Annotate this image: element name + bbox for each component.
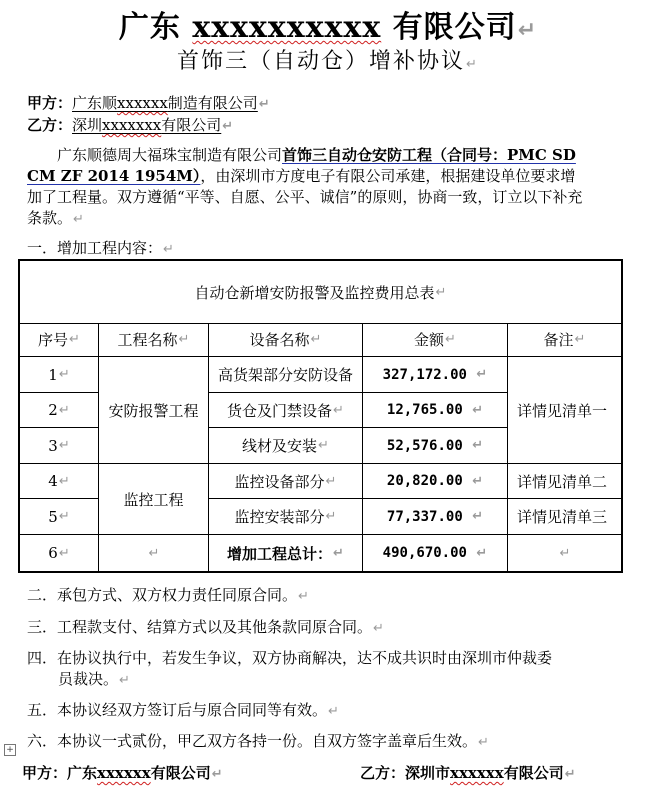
title-prefix: 广东 [118, 10, 181, 45]
row-6-total-amount [363, 535, 508, 571]
party-a-name [72, 94, 258, 112]
paragraph-mark: ↵ [178, 332, 190, 347]
paragraph-mark: ↵ [58, 473, 70, 489]
row-2-device-text: 货仓及门禁设备 [227, 401, 333, 420]
party-a-prefix: 广东顺 [72, 94, 118, 112]
paragraph-mark: ↵ [559, 545, 571, 561]
paragraph-mark: ↵ [564, 767, 576, 782]
row-1-amount-text: 327,172.00 [382, 366, 467, 383]
table-move-handle-icon[interactable]: + [4, 744, 16, 756]
row-6-remark-empty [508, 535, 621, 571]
paragraph-mark: ↵ [472, 473, 484, 489]
clause-5-text: 五．本协议经双方签订后与原合同同等有效。 [27, 701, 328, 719]
paragraph-mark: ↵ [211, 767, 223, 782]
row-2-no [20, 393, 99, 428]
paragraph-mark: ↵ [517, 18, 538, 43]
clause-4-continued-text: 员裁决。 [58, 670, 119, 688]
clause-5 [27, 700, 339, 722]
header-project [99, 323, 209, 357]
paragraph-mark: ↵ [333, 545, 344, 561]
row-6-total-amount-text: 490,670.00 [382, 545, 467, 561]
title-placeholder: xxxxxxxxxx [192, 10, 382, 45]
clause-3-text: 三．工程款支付、结算方式以及其他条款同原合同。 [27, 618, 373, 636]
intro-paragraph [27, 145, 587, 230]
clause-6 [27, 731, 489, 753]
document-title [0, 2, 656, 46]
paragraph-mark: ↵ [476, 367, 488, 382]
header-device-text: 设备名称 [249, 331, 310, 349]
paragraph-mark: ↵ [472, 402, 484, 418]
paragraph-mark: ↵ [476, 545, 488, 561]
paragraph-mark: ↵ [58, 545, 70, 561]
paragraph-mark: ↵ [472, 438, 484, 453]
signature-b-placeholder: xxxxxx [450, 764, 504, 782]
row-1-no [20, 357, 99, 393]
row-2-device [209, 393, 363, 428]
clause-2 [27, 585, 309, 607]
paragraph-mark: ↵ [333, 402, 344, 418]
signature-party-a [22, 762, 223, 783]
remark-list-1-text: 详情见清单一 [517, 401, 608, 420]
row-5-no [20, 499, 99, 535]
signature-a-placeholder: xxxxxx [97, 764, 151, 782]
title-suffix: 有限公司 [392, 10, 517, 45]
clause-4-text: 四．在协议执行中，若发生争议，双方协商解决，达不成共识时由深圳市仲裁委 [27, 649, 553, 667]
paragraph-mark: ↵ [222, 119, 234, 134]
party-b-suffix: 有限公司 [161, 116, 222, 134]
row-1-device [209, 357, 363, 393]
cost-summary-table [18, 259, 623, 573]
party-b-label: 乙方： [27, 116, 73, 134]
clause-3 [27, 617, 384, 639]
row-3-no-text: 3 [48, 436, 58, 455]
party-a-line [27, 93, 270, 115]
paragraph-mark: ↵ [58, 509, 70, 524]
paragraph-mark: ↵ [258, 97, 270, 112]
paragraph-mark: ↵ [318, 438, 329, 453]
row-4-no-text: 4 [48, 472, 58, 490]
paragraph-mark: ↵ [310, 332, 322, 347]
remark-list-2 [508, 464, 621, 499]
clause-4-continued [58, 669, 130, 691]
party-b-line [27, 115, 233, 137]
table-caption-text: 自动仓新增安防报警及监控费用总表 [194, 283, 435, 302]
paragraph-mark: ↵ [478, 735, 489, 750]
paragraph-mark: ↵ [298, 589, 309, 604]
row-3-amount-text: 52,576.00 [386, 437, 463, 454]
row-6-project-empty [99, 535, 209, 571]
row-4-no [20, 464, 99, 499]
party-b-placeholder: xxxxxxx [102, 116, 162, 134]
paragraph-mark: ↵ [373, 621, 384, 636]
paragraph-mark: ↵ [148, 545, 160, 561]
row-3-amount [363, 428, 508, 464]
row-3-no [20, 428, 99, 464]
row-6-no-text: 6 [48, 544, 58, 562]
intro-part2: ，由深圳市方度电子有限公司承建，根据建设单位要求增加了工程量。双方遵循“平等、自愿、公平、诚信”的原则，协商一致，订立以下补充条款。 [27, 167, 583, 227]
paragraph-mark: ↵ [574, 332, 586, 347]
signature-b-label: 乙方：深圳市 [360, 764, 451, 782]
row-1-device-text: 高货架部分安防设备 [217, 366, 353, 384]
table-caption [20, 261, 621, 324]
party-a-placeholder: xxxxxx [117, 94, 168, 112]
row-4-device [209, 464, 363, 499]
project-group-security-alarm [99, 357, 209, 464]
paragraph-mark: ↵ [58, 402, 70, 418]
section-1-text: 一．增加工程内容： [27, 239, 163, 257]
signature-party-b [360, 762, 576, 783]
party-a-label: 甲方： [27, 94, 73, 112]
header-no-text: 序号 [38, 331, 69, 349]
row-4-amount-text: 20,820.00 [386, 473, 463, 489]
row-2-amount-text: 12,765.00 [386, 402, 463, 418]
row-6-no [20, 535, 99, 571]
header-project-text: 工程名称 [117, 331, 178, 349]
remark-list-3 [508, 499, 621, 535]
document-subtitle [0, 44, 656, 75]
row-5-device [209, 499, 363, 535]
paragraph-mark: ↵ [466, 57, 479, 72]
paragraph-mark: ↵ [472, 509, 484, 524]
paragraph-mark: ↵ [163, 242, 174, 257]
intro-part1: 广东顺德周大福珠宝制造有限公司 [57, 146, 283, 164]
row-1-no-text: 1 [48, 365, 58, 384]
paragraph-mark: ↵ [58, 367, 70, 382]
remark-list-1 [508, 357, 621, 464]
row-1-amount [363, 357, 508, 393]
party-b-name [72, 116, 221, 134]
row-4-amount [363, 464, 508, 499]
row-5-no-text: 5 [48, 507, 58, 526]
paragraph-mark: ↵ [69, 332, 80, 347]
remark-list-2-text: 详情见清单二 [517, 472, 608, 491]
row-4-device-text: 监控设备部分 [234, 472, 325, 491]
paragraph-mark: ↵ [445, 332, 456, 347]
paragraph-mark: ↵ [58, 438, 70, 453]
header-remark-text: 备注 [543, 331, 574, 349]
paragraph-mark: ↵ [73, 212, 84, 227]
paragraph-mark: ↵ [325, 509, 337, 524]
row-2-no-text: 2 [48, 401, 58, 419]
project-group-monitoring [99, 464, 209, 535]
header-amount [363, 323, 508, 357]
subtitle-text: 首饰三（自动仓）增补协议 [177, 49, 466, 74]
intro-project-name: 首饰三自动仓安防工程（合同号：PMC SD CM ZF 2014 1954M） [27, 146, 576, 185]
clause-2-text: 二．承包方式、双方权力责任同原合同。 [27, 586, 298, 604]
row-6-total-label-text: 增加工程总计： [227, 544, 333, 563]
party-b-prefix: 深圳 [72, 116, 103, 134]
row-5-device-text: 监控安装部分 [234, 508, 325, 526]
signature-b-suffix: 有限公司 [503, 764, 564, 782]
clause-6-text: 六．本协议一式贰份，甲乙双方各持一份。自双方签字盖章后生效。 [27, 732, 478, 750]
remark-list-3-text: 详情见清单三 [517, 508, 608, 526]
signature-a-label: 甲方：广东 [22, 764, 98, 782]
paragraph-mark: ↵ [435, 284, 447, 300]
row-3-device [209, 428, 363, 464]
row-2-amount [363, 393, 508, 428]
header-device [209, 323, 363, 357]
header-remark [508, 323, 621, 357]
row-5-amount [363, 499, 508, 535]
paragraph-mark: ↵ [328, 704, 339, 719]
party-a-suffix: 制造有限公司 [167, 94, 258, 112]
clause-4 [27, 648, 552, 669]
paragraph-mark: ↵ [325, 473, 337, 489]
header-amount-text: 金额 [414, 331, 445, 349]
project-group-monitoring-text: 监控工程 [123, 490, 184, 509]
project-group-security-alarm-text: 安防报警工程 [108, 401, 199, 420]
section-1-heading [27, 238, 174, 260]
row-3-device-text: 线材及安装 [242, 437, 318, 455]
paragraph-mark: ↵ [119, 673, 130, 688]
row-6-total-label [209, 535, 363, 571]
row-5-amount-text: 77,337.00 [386, 508, 463, 525]
signature-a-suffix: 有限公司 [150, 764, 211, 782]
header-no [20, 323, 99, 357]
